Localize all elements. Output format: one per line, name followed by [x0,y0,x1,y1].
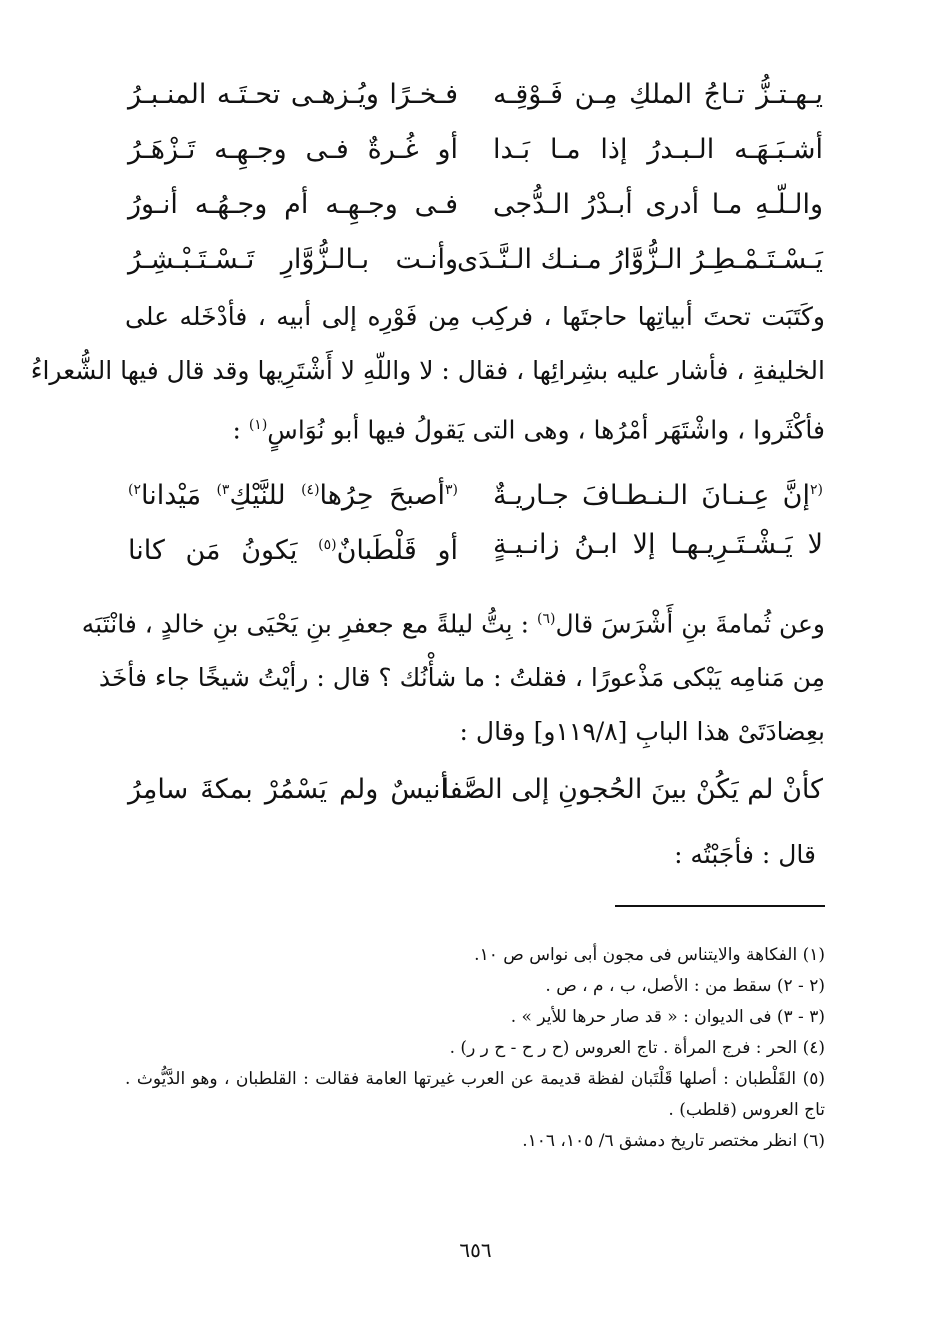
verse-hemistich-right: كأنْ لم يَكُنْ بينَ الحُجونِ إلى الصَّفا [441,774,823,805]
footnote-marker: (٥) [318,537,337,553]
prose-text: : [232,415,249,445]
footnote-marker: (٦) [536,611,556,627]
footnote: (١) الفكاهة والايتناس فى مجون أبى نواس ص ١٠. [474,945,825,965]
verse-hemistich-right: يـهـتـزُّ تـاجُ الملكِ مِـن فَـوْقِـه [493,79,823,110]
verse-line [128,515,823,575]
verse-text: أو قَلْطَبانٌ [336,535,458,566]
prose-text: فأكْثَروا ، واشْتَهَر أمْرُها ، وهى التى يَقولُ فيها أبو نُوَاسٍ [267,415,825,445]
verse-line [128,65,823,125]
verse-line [128,230,823,290]
footnote-separator [615,905,825,907]
prose-line: وكَتَبَت تحتَ أبياتِها حاجتَها ، فركِب مِن فَوْرِه إلى أبيه ، فأدْخَله على [125,302,825,331]
verse-text: يَكونُ مَن كانا [128,535,319,566]
page-number: ٦٥٦ [459,1238,492,1262]
footnote-marker: (١) [248,417,268,433]
footnote: (٢ - ٢) سقط من : الأصل، ب ، م ، ص . [545,976,825,996]
footnote-marker: (٢ [810,482,823,498]
footnote: (٤) الحر : فرج المرأة . تاج العروس (ح ر ح - ح ر ر) . [449,1038,825,1058]
verse-hemistich-right: والـلّـهِ مـا أدرى أبـدْرُ الـدُّجى [493,189,823,220]
verse-hemistich-left: أو غُـرةٌ فـى وجـهِـه تَـزْهَـرُ [128,134,458,165]
prose-line: مِن مَنامِه يَبْكى مَذْعورًا ، فقلتُ : ما شأْنُك ؟ قال : رأيْتُ شيخًا جاء فأخَذ [98,663,825,693]
verse-hemistich-right: لا يَـشْـتَـرِيـهـا إلا ابـنُ زانـيـةٍ [493,529,823,560]
verse-line [128,120,823,180]
footnote-marker: (٣ [445,482,458,498]
prose-text: : بِتُّ ليلةً مع جعفرِ بنِ يَحْيَى بنِ خالدٍ ، فانْتَبَه [81,609,537,639]
verse-line [128,460,823,520]
footnotes [125,940,825,1157]
footnote-marker: (٤) [301,482,320,498]
prose-text: قال : فأجَبْتُه : [674,840,816,869]
prose-line [125,398,825,457]
verse-hemistich-left: وأنـت بـالـزُّوَّارِ تَـسْـتَـبْـشِـرُ [128,244,458,275]
footnote: (٣ - ٣) فى الديوان : « قد صار حرها للأير » . [510,1007,825,1027]
prose-paragraph-2 [81,592,825,759]
verse-text: مَيْدانا [141,480,217,511]
verse-hemistich-left [128,515,458,581]
prose-line [81,592,825,651]
footnote: (٦) انظر مختصر تاريخ دمشق ٦/ ١٠٥، ١٠٦. [522,1131,825,1151]
verse-line [128,760,823,820]
verse-hemistich-left: أنيسٌ ولم يَسْمُرْ بمكةَ سامِرُ [128,774,448,805]
verse-hemistich-left: فـخـرًا ويُـزهـى تحـتَـه المنـبـرُ [128,79,458,110]
footnote-marker: ٣) [216,482,230,498]
verse-line [128,175,823,235]
verse-hemistich-left: فـى وجـهِـه أم وجـهُـه أنـورُ [128,189,458,220]
prose-text: وعن ثُمامةَ بنِ أَشْرَسَ قال [555,609,825,639]
verse-hemistich-right: يَـسْـتَـمْـطِـرُ الـزُّوَّارُ مـنـك الـنَّـدَى [456,244,823,275]
verse-text: للنَّيْكِ [229,480,302,511]
footnote: (٥) القَلْطبان : أصلها قَلْتَبان لفظة قديمة عن العرب غيرتها العامة فقالت : القلطبان ، وهو الدَّيُّوث . تاج العروس (قلطب) . [125,1069,825,1120]
verse-hemistich-right: أشـبَـهَـه الـبـدرُ إذا مـا بَـدا [493,134,823,165]
prose-line: الخليفةِ ، فأشار عليه بشِرائِها ، فقال : لا واللّهِ لا أَشْتَرِيها وقد قال فيها الشُّعراءُ [30,356,825,385]
verse-text: أصبحَ حِرُها [319,480,445,511]
prose-paragraph-1 [30,290,825,457]
reply-line [416,828,816,882]
prose-line: بعِضادَتَىْ هذا البابِ [١١٩/٨و] وقال : [459,717,825,747]
verse-text: إنَّ عِـنـانَ الـنـطـافَ جـاريـةٌ [493,480,810,511]
footnote-marker: ٢) [128,482,141,498]
